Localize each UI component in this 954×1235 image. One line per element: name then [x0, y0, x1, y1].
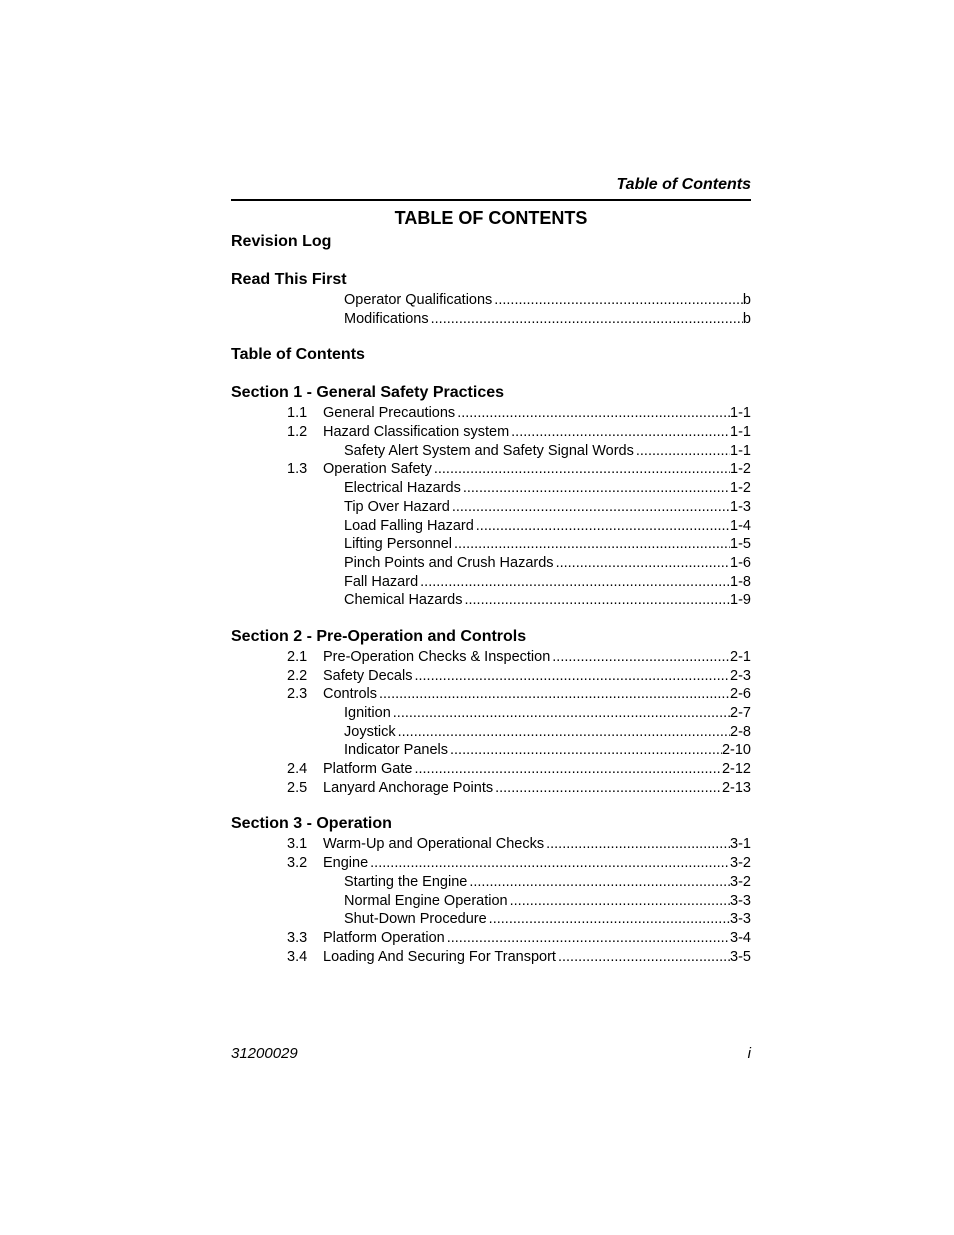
dot-leader [495, 779, 722, 798]
entry-page-number: 1-2 [730, 480, 751, 497]
entry-number: 3.2 [287, 855, 308, 872]
entry-page-number: 3-4 [730, 929, 751, 946]
entry-title: Lifting Personnel [344, 536, 453, 553]
entry-page-number: 3-2 [730, 873, 751, 890]
entry-number: 3.4 [287, 948, 308, 965]
entry-title: Hazard Classification system [323, 424, 510, 441]
running-header: Table of Contents [616, 176, 751, 193]
entry-page-number: 1-1 [730, 424, 751, 441]
header-rule [231, 199, 751, 201]
entry-title: Pre-Operation Checks & Inspection [323, 648, 551, 665]
entry-title: Ignition [344, 705, 391, 721]
entry-number: 1.3 [287, 461, 308, 478]
dot-leader [431, 310, 743, 329]
toc-entry[interactable] [231, 835, 751, 854]
section-heading[interactable]: Revision Log [231, 233, 332, 250]
toc-entry[interactable] [231, 498, 751, 517]
entry-page-number: 2-12 [721, 761, 751, 778]
entry-title: Modifications [344, 310, 429, 327]
entry-page-number: 1-4 [730, 517, 751, 534]
entry-page-number: 1-8 [730, 573, 751, 590]
section-heading[interactable]: Section 1 - General Safety Practices [231, 384, 505, 402]
entry-number: 2.1 [287, 648, 308, 665]
entry-title: Lanyard Anchorage Points [323, 779, 494, 796]
entry-title: Controls [323, 686, 377, 703]
toc-entry[interactable] [231, 517, 751, 536]
dot-leader [463, 479, 730, 498]
dot-leader [414, 667, 730, 686]
toc-section [231, 382, 751, 610]
entry-title: Loading And Securing For Transport [323, 948, 556, 965]
entry-number: 2.3 [287, 686, 308, 703]
entry-number: 3.1 [287, 836, 308, 853]
toc-entry[interactable] [231, 854, 751, 873]
toc-entry[interactable] [231, 479, 751, 498]
toc-section [231, 231, 751, 253]
toc-entry[interactable] [231, 685, 751, 704]
dot-leader [552, 648, 730, 667]
entry-title: Normal Engine Operation [344, 892, 508, 909]
dot-leader [457, 404, 730, 423]
entry-page-number: 3-1 [730, 836, 751, 853]
section-heading[interactable]: Table of Contents [231, 346, 365, 364]
dot-leader [393, 704, 730, 723]
dot-leader [398, 723, 730, 742]
entry-title: Electrical Hazards [344, 480, 461, 497]
toc-entry[interactable] [231, 704, 751, 723]
entry-title: Platform Gate [323, 761, 413, 778]
entry-page-number: b [742, 292, 751, 308]
entry-title: Engine [323, 855, 369, 872]
entry-page-number: 1-9 [730, 592, 751, 609]
entry-page-number: 2-7 [730, 705, 751, 721]
entry-title: Shut-Down Procedure [344, 911, 487, 928]
toc-entry[interactable] [231, 535, 751, 554]
entry-page-number: 3-3 [730, 892, 751, 909]
entry-page-number: 2-3 [730, 667, 751, 684]
entry-page-number: 3-3 [730, 911, 751, 928]
entry-page-number: 1-1 [730, 405, 751, 422]
entry-title: Tip Over Hazard [344, 498, 450, 515]
dot-leader [511, 423, 730, 442]
dot-leader [434, 460, 730, 479]
toc-entry[interactable] [231, 423, 751, 442]
entry-page-number: 1-1 [730, 442, 751, 459]
dot-leader [414, 760, 722, 779]
toc-entry[interactable] [231, 779, 751, 798]
section-heading[interactable]: Section 3 - Operation [231, 815, 392, 833]
entry-title: Indicator Panels [344, 742, 448, 759]
entry-page-number: b [742, 310, 751, 327]
entry-title: Platform Operation [323, 929, 445, 946]
entry-page-number: 2-13 [721, 779, 751, 796]
entry-title: Joystick [344, 723, 396, 740]
toc-section [231, 344, 751, 366]
dot-leader [489, 910, 730, 929]
toc-entry[interactable] [231, 723, 751, 742]
dot-leader [450, 741, 722, 760]
entry-page-number: 1-3 [730, 498, 751, 515]
entry-page-number: 1-2 [730, 461, 751, 478]
toc-entry[interactable] [231, 310, 751, 329]
toc-entry[interactable] [231, 760, 751, 779]
entry-page-number: 3-5 [730, 948, 751, 965]
entry-title: Pinch Points and Crush Hazards [344, 554, 554, 571]
entry-page-number: 2-6 [730, 686, 751, 703]
dot-leader [558, 948, 730, 967]
section-heading[interactable]: Read This First [231, 271, 347, 288]
entry-page-number: 2-10 [721, 742, 751, 759]
dot-leader [370, 854, 730, 873]
toc-entry[interactable] [231, 554, 751, 573]
toc-entry[interactable] [231, 591, 751, 610]
entry-title: General Precautions [323, 405, 456, 422]
entry-title: Safety Decals [323, 667, 413, 684]
footer-document-number: 31200029 [231, 1045, 298, 1062]
dot-leader [476, 517, 730, 536]
dot-leader [469, 873, 730, 892]
entry-title: Starting the Engine [344, 873, 468, 890]
dot-leader [636, 442, 730, 461]
toc-section [231, 269, 751, 328]
dot-leader [454, 535, 730, 554]
toc-entry[interactable] [231, 873, 751, 892]
entry-number: 2.4 [287, 761, 308, 778]
table-of-contents [231, 231, 751, 982]
entry-page-number: 2-1 [730, 648, 751, 665]
dot-leader [379, 685, 730, 704]
toc-entry[interactable] [231, 291, 751, 310]
toc-entry[interactable] [231, 929, 751, 948]
entry-page-number: 3-2 [730, 855, 751, 872]
dot-leader [452, 498, 730, 517]
entry-title: Load Falling Hazard [344, 517, 474, 534]
toc-section [231, 626, 751, 798]
entry-title: Warm-Up and Operational Checks [323, 836, 545, 853]
dot-leader [556, 554, 730, 573]
entry-title: Operator Qualifications [344, 292, 493, 308]
toc-entry[interactable] [231, 648, 751, 667]
toc-entry[interactable] [231, 442, 751, 461]
entry-page-number: 1-6 [730, 554, 751, 571]
section-heading[interactable]: Section 2 - Pre-Operation and Controls [231, 627, 527, 645]
dot-leader [546, 835, 730, 854]
toc-entry[interactable] [231, 404, 751, 423]
entry-number: 1.2 [287, 424, 308, 441]
dot-leader [447, 929, 730, 948]
entry-title: Safety Alert System and Safety Signal Words [344, 442, 634, 459]
page-title: TABLE OF CONTENTS [394, 208, 588, 228]
entry-page-number: 2-8 [730, 723, 751, 740]
toc-entry[interactable] [231, 892, 751, 911]
dot-leader [510, 892, 730, 911]
footer-page-number: i [747, 1045, 751, 1062]
entry-number: 2.5 [287, 779, 308, 796]
entry-title: Fall Hazard [344, 573, 419, 590]
entry-number: 1.1 [287, 405, 308, 422]
toc-entry[interactable] [231, 948, 751, 967]
entry-title: Operation Safety [323, 461, 432, 478]
document-page [231, 0, 751, 1235]
entry-number: 3.3 [287, 929, 308, 946]
entry-page-number: 1-5 [730, 536, 751, 553]
toc-section [231, 813, 751, 966]
toc-entry[interactable] [231, 460, 751, 479]
entry-title: Chemical Hazards [344, 592, 463, 609]
toc-entry[interactable] [231, 573, 751, 592]
toc-entry[interactable] [231, 741, 751, 760]
dot-leader [464, 591, 730, 610]
toc-entry[interactable] [231, 910, 751, 929]
entry-number: 2.2 [287, 667, 308, 684]
dot-leader [420, 573, 730, 592]
toc-entry[interactable] [231, 667, 751, 686]
dot-leader [494, 291, 743, 310]
